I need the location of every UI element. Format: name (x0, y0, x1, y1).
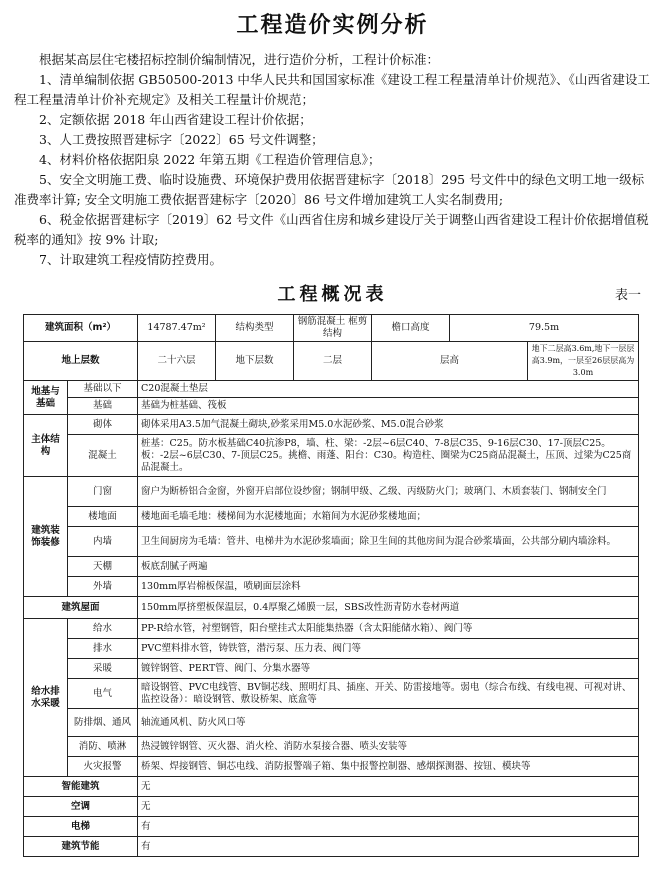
row-label: 防排烟、通风 (68, 709, 138, 737)
row-value: 卫生间厨房为毛墙：管井、电梯井为水泥砂浆墙面；除卫生间的其他房间为混合砂浆墙面，公共部分刷内墙涂料。 (138, 527, 639, 557)
table-row (24, 577, 639, 597)
table-row (24, 415, 639, 435)
table-row (24, 435, 639, 477)
intro-line: 根据某高层住宅楼招标控制价编制情况，进行造价分析，工程计价标准： (39, 52, 440, 67)
row-value: 有 (138, 817, 639, 837)
eave-label: 檐口高度 (372, 315, 450, 342)
row-label: 楼地面 (68, 507, 138, 527)
below-value: 二层 (294, 342, 372, 381)
row-value: 热浸镀锌钢管、灭火器、消火栓、消防水泵接合器、喷头安装等 (138, 737, 639, 757)
page-title: 工程造价实例分析 (236, 13, 429, 38)
table-row (24, 342, 639, 381)
roof-label: 建筑屋面 (24, 597, 138, 619)
eave-value: 79.5m (450, 315, 639, 342)
intro-line: 4、材料价格依据阳泉 2022 年第五期《工程造价管理信息》； (39, 152, 381, 167)
area-value: 14787.47m² (138, 315, 216, 342)
row-label: 混凝土 (68, 435, 138, 477)
table-row (24, 477, 639, 507)
intro-line: 3、人工费按照晋建标字〔2022〕65 号文件调整； (39, 132, 324, 147)
above-value: 二十六层 (138, 342, 216, 381)
table-row (24, 757, 639, 777)
intro-line: 2、定额依据 2018 年山西省建设工程计价依据； (39, 112, 312, 127)
row-value: 无 (138, 777, 639, 797)
row-value: 窗户为断桥铝合金窗，外窗开启部位设纱窗；钢制甲级、乙级、丙级防火门；玻璃门、木质套装门、钢制安全门 (138, 477, 639, 507)
intro-section (14, 50, 654, 270)
row-value: 轴流通风机、防火风口等 (138, 709, 639, 737)
table-tag: 表一 (614, 288, 641, 303)
row-value: 基础为桩基础、筏板 (138, 398, 639, 415)
table-row (24, 619, 639, 639)
intro-line: 5、安全文明施工费、临时设施费、环境保护费用依据晋建标字〔2018〕295 号文件中的绿色文明工地一级标准费率计算; 安全文明施工费依据晋建标字〔2020〕86 号文件增加建筑工人实名制费用; (14, 172, 645, 207)
row-label: 采暖 (68, 659, 138, 679)
row-value: 桥架、焊接钢管、铜芯电线、消防报警端子箱、集中报警控制器、感烟探测器、按钮、模块等 (138, 757, 639, 777)
row-label: 门窗 (68, 477, 138, 507)
row-label: 给水 (68, 619, 138, 639)
row-label: 电梯 (24, 817, 138, 837)
struct-value: 钢筋混凝土 框剪结构 (294, 315, 372, 342)
row-value: 有 (138, 837, 639, 857)
overview-table (23, 314, 639, 857)
row-label: 电气 (68, 679, 138, 709)
row-label: 火灾报警 (68, 757, 138, 777)
intro-line: 1、清单编制依据 GB50500-2013 中华人民共和国国家标准《建设工程工程量清单计价规范》、《山西省建设工程工程量清单计价补充规定》及相关工程量计价规范； (14, 72, 650, 107)
roof-value: 150mm厚挤塑板保温层，0.4厚聚乙烯膜一层，SBS改性沥青防水卷材两道 (138, 597, 639, 619)
table-row (24, 398, 639, 415)
row-label: 建筑节能 (24, 837, 138, 857)
row-value: C20混凝土垫层 (138, 381, 639, 398)
table-row (24, 817, 639, 837)
row-label: 天棚 (68, 557, 138, 577)
table-row (24, 709, 639, 737)
above-label: 地上层数 (24, 342, 138, 381)
table-row (24, 797, 639, 817)
row-value: 无 (138, 797, 639, 817)
table-title: 工程概况表 (277, 284, 388, 305)
table-row (24, 777, 639, 797)
row-value: 砌体采用A3.5加气混凝土砌块,砂浆采用M5.0水泥砂浆、M5.0混合砂浆 (138, 415, 639, 435)
table-row (24, 837, 639, 857)
row-value: 板底刮腻子两遍 (138, 557, 639, 577)
row-label: 砌体 (68, 415, 138, 435)
group-label: 给水排水采暖 (24, 619, 68, 777)
struct-label: 结构类型 (216, 315, 294, 342)
row-value: 暗设钢管、PVC电线管、BV铜芯线、照明灯具、插座、开关、防雷接地等。弱电（综合布线、有线电视、可视对讲、监控设备）：暗设钢管、敷设桥架、底盒等 (138, 679, 639, 709)
table-row (24, 639, 639, 659)
row-value: 镀锌钢管、PERT管、阀门、分集水器等 (138, 659, 639, 679)
table-row (24, 679, 639, 709)
row-value: 130mm厚岩棉板保温，喷刷面层涂料 (138, 577, 639, 597)
row-label: 智能建筑 (24, 777, 138, 797)
height-value: 地下二层高3.6m,地下一层层高3.9m，一层至26层层高为3.0m (528, 342, 639, 381)
table-row (24, 597, 639, 619)
group-label: 建筑装饰装修 (24, 477, 68, 597)
below-label: 地下层数 (216, 342, 294, 381)
intro-line: 6、税金依据晋建标字〔2019〕62 号文件《山西省住房和城乡建设厅关于调整山西省建设工程计价依据增值税税率的通知》按 9% 计取; (14, 212, 649, 247)
area-label: 建筑面积（m²） (24, 315, 138, 342)
table-header (0, 280, 665, 306)
row-value: 桩基：C25。防水板基础C40抗渗P8，墙、柱、梁：-2层~6层C40、7-8层C35、9-16层C30、17-顶层C25。板：-2层~6层C30、7-顶层C25。挑檐、雨蓬、阳台：C30。构造柱、圈梁为C25商品混凝土，压顶、过梁为C25商品混凝土。 (138, 435, 639, 477)
row-label: 基础 (68, 398, 138, 415)
table-row (24, 315, 639, 342)
table-row (24, 557, 639, 577)
row-label: 消防、喷淋 (68, 737, 138, 757)
group-label: 地基与基础 (24, 381, 68, 415)
row-value: 楼地面毛墙毛地：楼梯间为水泥楼地面；水箱间为水泥砂浆楼地面； (138, 507, 639, 527)
table-row (24, 527, 639, 557)
table-row (24, 507, 639, 527)
row-label: 内墙 (68, 527, 138, 557)
row-label: 排水 (68, 639, 138, 659)
table-row (24, 737, 639, 757)
height-label: 层高 (372, 342, 528, 381)
row-value: PVC塑料排水管，铸铁管，潜污泵、压力表、阀门等 (138, 639, 639, 659)
row-value: PP-R给水管，衬塑钢管，阳台壁挂式太阳能集热器（含太阳能储水箱）、阀门等 (138, 619, 639, 639)
table-row (24, 381, 639, 398)
row-label: 基础以下 (68, 381, 138, 398)
table-row (24, 659, 639, 679)
intro-line: 7、计取建筑工程疫情防控费用。 (39, 252, 222, 267)
row-label: 外墙 (68, 577, 138, 597)
group-label: 主体结构 (24, 415, 68, 477)
row-label: 空调 (24, 797, 138, 817)
